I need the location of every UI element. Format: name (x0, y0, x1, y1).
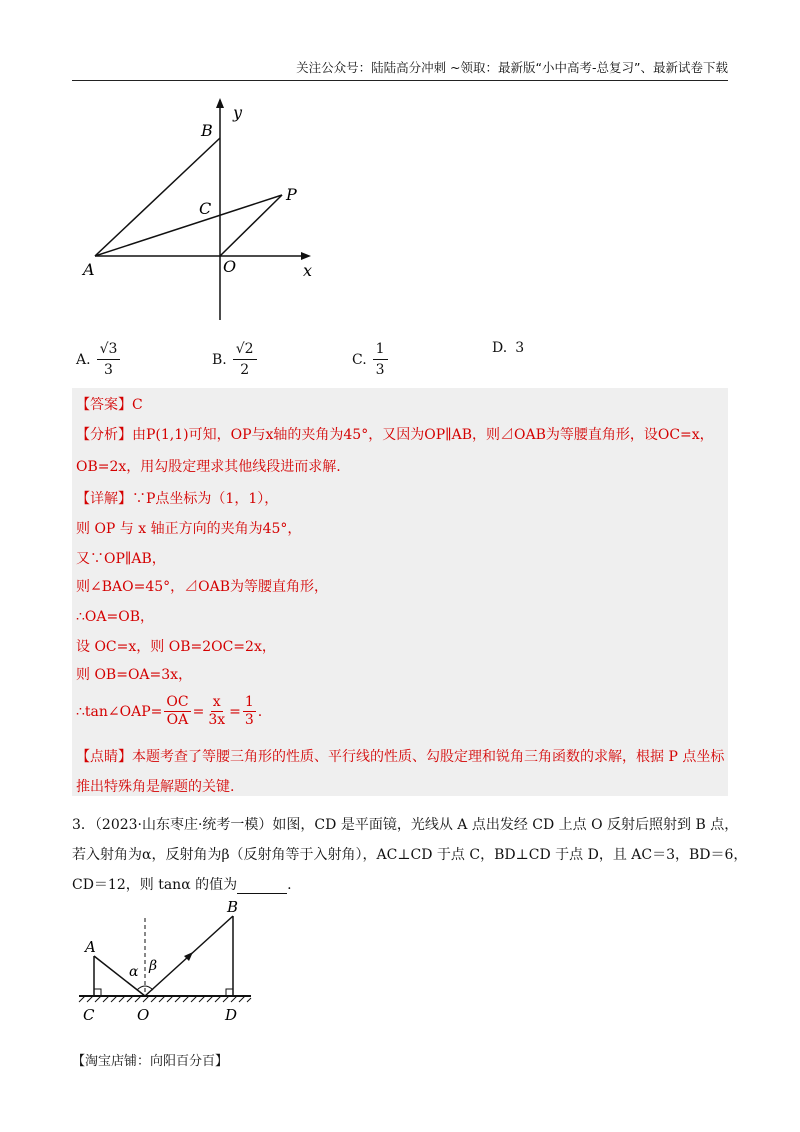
label-b: B (201, 121, 213, 140)
option-a-fraction (97, 340, 121, 379)
detail-line-5: ∴OA=OB， (76, 609, 154, 625)
label-a: A (83, 260, 95, 279)
segment-ab (95, 138, 220, 256)
label-o: O (223, 257, 237, 276)
analysis-line-1 (76, 424, 714, 444)
option-a (76, 340, 120, 379)
fraction-oc-oa-bottom: OA (166, 712, 189, 728)
option-c (352, 340, 388, 379)
x-axis-arrow (301, 252, 311, 260)
detail-line-7: 则 OB=OA=3x， (76, 667, 193, 683)
analysis-line-2: OB=2x，用勾股定理求其他线段进而求解. (76, 459, 341, 475)
equals-sign-1: = (192, 703, 205, 720)
option-a-numerator: √3 (97, 340, 121, 360)
label-y: y (233, 103, 243, 122)
analysis-text-1: 由P(1,1)可知，OP与x轴的夹角为45°，又因为OP∥AB，则⊿OAB为等腰直角形，设OC=x， (132, 427, 714, 443)
fraction-x-3x (206, 694, 227, 729)
analysis-tag: 【分析】 (76, 427, 132, 443)
option-c-fraction (373, 340, 388, 379)
option-b-denominator: 2 (240, 362, 250, 378)
period: . (257, 703, 263, 720)
detail-line-4: 则∠BAO=45°，⊿OAB为等腰直角形， (76, 579, 329, 595)
fraction-oc-oa-top: OC (166, 694, 189, 710)
segment-op (220, 195, 282, 256)
detail-line-1 (76, 488, 278, 508)
option-d-letter: D. (492, 340, 508, 356)
detail-line-2: 则 OP 与 x 轴正方向的夹角为45°， (76, 521, 302, 537)
label-p: P (286, 185, 297, 204)
question3-line-3 (72, 874, 292, 894)
option-a-denominator: 3 (104, 362, 113, 378)
y-axis-arrow (216, 98, 224, 108)
detail-line-8 (76, 694, 262, 729)
coordinate-figure (75, 98, 335, 328)
fraction-1-3-top: 1 (244, 694, 254, 710)
fraction-oc-oa (164, 694, 190, 729)
fraction-x-3x-top: x (212, 694, 221, 710)
detail-line-6: 设 OC=x，则 OB=2OC=2x， (76, 639, 276, 655)
option-c-denominator: 3 (375, 362, 385, 378)
right-angle-d (226, 989, 233, 996)
label-x: x (303, 261, 313, 280)
answer-value: C (132, 397, 143, 413)
label-c: C (199, 199, 212, 218)
option-b-numerator: √2 (233, 340, 257, 360)
fraction-1-3-bottom: 3 (244, 712, 254, 728)
comment-line-1 (76, 746, 724, 766)
answer-line (76, 394, 143, 414)
option-b (212, 340, 257, 379)
option-c-numerator: 1 (373, 340, 388, 360)
right-angle-c (94, 989, 101, 996)
option-a-letter: A. (76, 351, 91, 368)
label-b2: B (227, 898, 239, 916)
comment-text-1: 本题考查了等腰三角形的性质、平行线的性质、勾股定理和锐角三角函数的求解，根据 P 点坐标 (132, 749, 725, 765)
fraction-1-3 (243, 694, 256, 729)
answer-tag: 【答案】 (76, 397, 132, 413)
page-footer: 【淘宝店铺：向阳百分百】 (72, 1054, 229, 1069)
answer-blank[interactable] (237, 879, 287, 894)
option-b-letter: B. (212, 351, 227, 368)
label-beta: β (149, 958, 158, 974)
option-b-fraction (233, 340, 257, 379)
option-d (492, 340, 524, 356)
detail-tag: 【详解】 (76, 491, 132, 507)
comment-line-2: 推出特殊角是解题的关键. (76, 779, 235, 795)
detail-line-3: 又∵OP∥AB， (76, 551, 166, 567)
label-o2: O (137, 1006, 150, 1024)
reflection-figure (75, 898, 275, 1033)
comment-tag: 【点睛】 (76, 749, 132, 765)
question3-line-1: 3．（2023·山东枣庄·统考一模）如图，CD 是平面镜，光线从 A 点出发经 CD 上点 O 反射后照射到 B 点， (72, 817, 739, 833)
answer-options (72, 340, 732, 384)
question3-line-3-end: . (287, 877, 292, 893)
tan-formula-prefix: ∴tan∠OAP= (76, 703, 163, 720)
page-header: 关注公众号：陆陆高分冲刺 ~领取：最新版“小中高考-总复习”、最新试卷下载 (72, 58, 728, 81)
label-a2: A (85, 938, 96, 956)
option-c-letter: C. (352, 351, 367, 368)
label-c2: C (83, 1006, 95, 1024)
question3-line-2: 若入射角为α，反射角为β（反射角等于入射角），AC⊥CD 于点 C，BD⊥CD 于点 D，且 AC＝3，BD＝6， (72, 847, 748, 863)
option-d-value: 3 (515, 340, 525, 356)
fraction-x-3x-bottom: 3x (208, 712, 226, 728)
detail-text-1: ∵P点坐标为（1，1）， (132, 491, 279, 507)
question3-line-3-text: CD＝12，则 tanα 的值为 (72, 877, 238, 893)
segment-ap (95, 195, 282, 256)
label-d2: D (225, 1006, 238, 1024)
label-alpha: α (129, 964, 139, 980)
equals-sign-2: = (229, 703, 241, 720)
